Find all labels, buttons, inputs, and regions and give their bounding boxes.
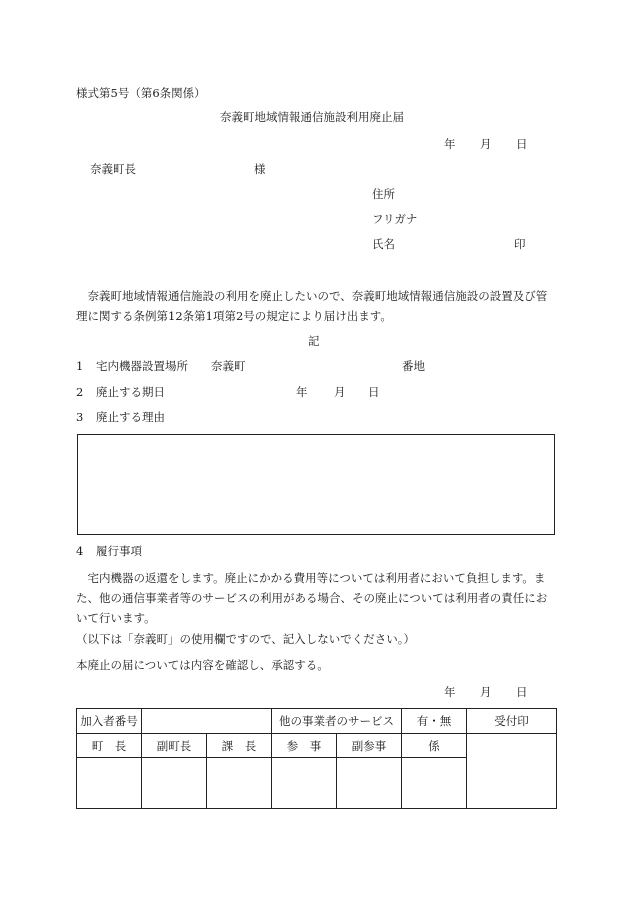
performance-text: 宅内機器の返還をします。廃止にかかる費用等については利用者において負担します。また、他の通信事業者等のサービスの利用がある場合、その廃止については利用者の責任において行います。 — [76, 571, 548, 625]
office-table-roles-row — [77, 734, 557, 758]
receipt-seal-label: 受付印 — [467, 709, 557, 734]
item-2-month: 月 — [334, 385, 346, 399]
item-1-number: 1 — [76, 359, 84, 373]
yes-no-field[interactable]: 有・無 — [402, 709, 467, 734]
name-label: 氏名 — [372, 237, 395, 251]
date-month: 月 — [480, 137, 492, 151]
item-1-town: 奈義町 — [211, 359, 246, 373]
role-deputy-mayor: 副町長 — [142, 734, 207, 758]
seal-deputy-mayor[interactable] — [142, 758, 207, 809]
seal-deputy-councilor[interactable] — [337, 758, 402, 809]
item-2-number: 2 — [76, 385, 84, 399]
subscriber-number-label: 加入者番号 — [77, 709, 142, 734]
office-table-header-row — [77, 709, 557, 734]
addressee-office: 奈義町長 — [90, 162, 136, 176]
addressee-honorific: 様 — [254, 162, 266, 176]
item-4-number: 4 — [76, 544, 84, 558]
address-label: 住所 — [372, 187, 395, 201]
approval-text: 本廃止の届については内容を確認し、承認する。 — [76, 658, 329, 672]
approval-month: 月 — [480, 685, 492, 699]
office-note: （以下は「奈義町」の使用欄ですので、記入しないでください。） — [76, 632, 416, 646]
furigana-label: フリガナ — [372, 212, 418, 226]
role-deputy-councilor: 副参事 — [337, 734, 402, 758]
receipt-seal-field[interactable] — [467, 734, 557, 809]
approval-year: 年 — [444, 685, 456, 699]
other-services-label: 他の事業者のサービス — [272, 709, 402, 734]
form-title: 奈義町地域情報通信施設利用廃止届 — [220, 110, 404, 124]
item-3-label: 廃止する理由 — [96, 410, 165, 424]
seal-mark: 印 — [514, 237, 526, 251]
item-2-label: 廃止する期日 — [96, 385, 165, 399]
date-day: 日 — [516, 137, 528, 151]
date-year: 年 — [444, 137, 456, 151]
seal-section-chief[interactable] — [207, 758, 272, 809]
approval-day: 日 — [516, 685, 528, 699]
ki-heading: 記 — [308, 334, 320, 348]
office-use-table — [76, 708, 557, 809]
role-councilor: 参 事 — [272, 734, 337, 758]
body-text: 奈義町地域情報通信施設の利用を廃止したいので、奈義町地域情報通信施設の設置及び管理に関する条例第12条第1項第2号の規定により届け出ます。 — [76, 289, 548, 323]
item-1-label: 宅内機器設置場所 — [96, 359, 188, 373]
reason-input-box[interactable] — [77, 434, 555, 535]
role-mayor: 町 長 — [77, 734, 142, 758]
item-2-day: 日 — [368, 385, 380, 399]
item-2-year: 年 — [296, 385, 308, 399]
seal-councilor[interactable] — [272, 758, 337, 809]
item-4-label: 履行事項 — [96, 544, 142, 558]
item-1-banchi: 番地 — [402, 359, 425, 373]
item-3-number: 3 — [76, 410, 84, 424]
form-number: 様式第5号（第6条関係） — [76, 86, 206, 100]
role-section-chief: 課 長 — [207, 734, 272, 758]
role-staff: 係 — [402, 734, 467, 758]
seal-staff[interactable] — [402, 758, 467, 809]
seal-mayor[interactable] — [77, 758, 142, 809]
subscriber-number-field[interactable] — [142, 709, 272, 734]
